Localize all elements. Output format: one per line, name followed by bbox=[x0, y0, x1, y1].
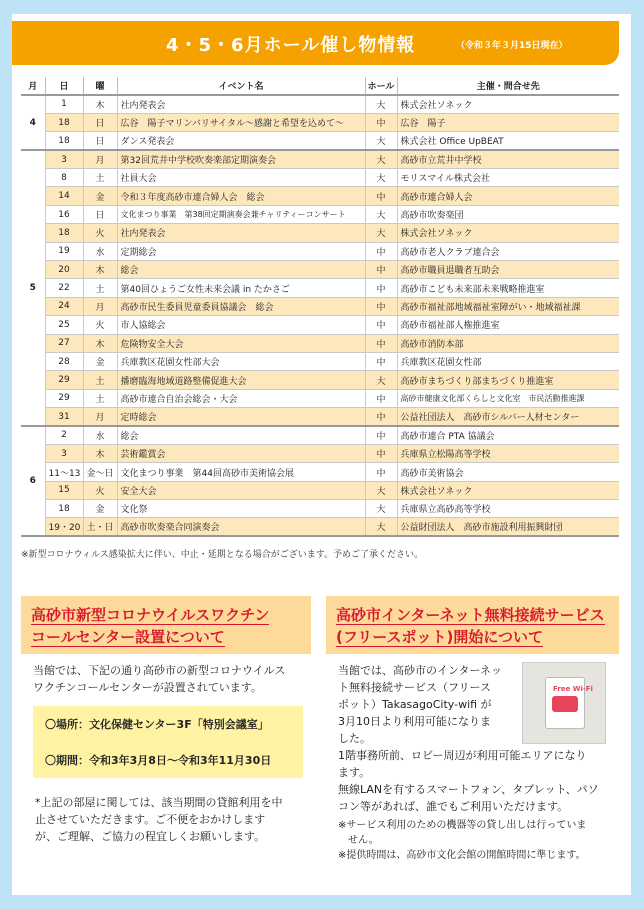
weekday-cell: 水 bbox=[83, 242, 117, 260]
hall-cell: 大 bbox=[365, 95, 397, 113]
vaccine-period: 〇期間：令和3年3月8日～令和3年11月30日 bbox=[45, 754, 272, 767]
hall-cell: 中 bbox=[365, 444, 397, 462]
hall-cell: 中 bbox=[365, 242, 397, 260]
hall-cell: 大 bbox=[365, 132, 397, 150]
hall-cell: 大 bbox=[365, 169, 397, 187]
month-cell: 6 bbox=[21, 426, 45, 536]
organizer-cell: 高砂市まちづくり部まちづくり推進室 bbox=[397, 371, 619, 389]
event-cell: 兵庫教区花園女性部大会 bbox=[117, 352, 365, 370]
vaccine-footnote: *上記の部屋に関しては、該当期間の貸館利用を中 止させていただきます。ご不便をおかけします が、ご理解、ご協力の程宜しくお願いします。 bbox=[35, 796, 283, 843]
table-row bbox=[21, 371, 619, 389]
vaccine-callcenter-box bbox=[21, 596, 311, 874]
organizer-cell: 高砂市こども未来部未来戦略推進室 bbox=[397, 279, 619, 297]
organizer-cell: 株式会社 Office UpBEAT bbox=[397, 132, 619, 150]
weekday-cell: 金 bbox=[83, 187, 117, 205]
weekday-cell: 月 bbox=[83, 408, 117, 426]
event-cell: 総会 bbox=[117, 261, 365, 279]
organizer-cell: 高砂市連合 PTA 協議会 bbox=[397, 426, 619, 444]
hall-cell: 中 bbox=[365, 297, 397, 315]
table-row bbox=[21, 316, 619, 334]
event-cell: 播磨臨海地域道路整備促進大会 bbox=[117, 371, 365, 389]
event-cell: 広谷 陽子マリンバリサイタル～感謝と希望を込めて～ bbox=[117, 113, 365, 131]
day-cell: 28 bbox=[45, 352, 83, 370]
wifi-logo-icon bbox=[552, 696, 578, 712]
hall-cell: 大 bbox=[365, 518, 397, 536]
hall-cell: 大 bbox=[365, 481, 397, 499]
event-cell: 社内発表会 bbox=[117, 224, 365, 242]
weekday-cell: 月 bbox=[83, 150, 117, 168]
hall-cell: 大 bbox=[365, 205, 397, 223]
day-cell: 18 bbox=[45, 113, 83, 131]
weekday-cell: 木 bbox=[83, 261, 117, 279]
event-cell: 文化まつり事業 第44回高砂市美術協会展 bbox=[117, 463, 365, 481]
weekday-cell: 火 bbox=[83, 316, 117, 334]
organizer-cell: 株式会社ソネック bbox=[397, 95, 619, 113]
organizer-cell: 兵庫教区花園女性部 bbox=[397, 352, 619, 370]
vaccine-box-header bbox=[21, 596, 311, 654]
page-title: 4・5・6月ホール催し物情報 bbox=[166, 35, 416, 56]
day-cell: 3 bbox=[45, 150, 83, 168]
organizer-cell: 高砂市美術協会 bbox=[397, 463, 619, 481]
notice-text: ※新型コロナウィルス感染拡大に伴い、中止・延期となる場合がございます。予めご了承ください。 bbox=[21, 550, 424, 560]
weekday-cell: 金～日 bbox=[83, 463, 117, 481]
organizer-cell: 高砂市立荒井中学校 bbox=[397, 150, 619, 168]
event-cell: 第40回ひょうご女性未来会議 in たかさご bbox=[117, 279, 365, 297]
as-of-date: （令和３年３月15日現在） bbox=[456, 41, 568, 51]
table-row bbox=[21, 408, 619, 426]
table-row bbox=[21, 261, 619, 279]
day-cell: 24 bbox=[45, 297, 83, 315]
event-table-body bbox=[21, 95, 619, 536]
day-cell: 16 bbox=[45, 205, 83, 223]
wifi-details: 1階事務所前、ロビー周辺が利用可能エリアになり ます。 無線LANを有するスマートフォン、タブレット、パソ コン等があれば、誰でもご利用いただけます。 bbox=[338, 749, 599, 813]
organizer-cell: 高砂市消防本部 bbox=[397, 334, 619, 352]
day-cell: 1 bbox=[45, 95, 83, 113]
day-cell: 15 bbox=[45, 481, 83, 499]
organizer-cell: 高砂市老人クラブ連合会 bbox=[397, 242, 619, 260]
table-row bbox=[21, 334, 619, 352]
hall-cell: 中 bbox=[365, 352, 397, 370]
weekday-cell: 金 bbox=[83, 352, 117, 370]
hall-cell: 中 bbox=[365, 463, 397, 481]
organizer-cell: 高砂市連合婦人会 bbox=[397, 187, 619, 205]
organizer-cell: 株式会社ソネック bbox=[397, 481, 619, 499]
wifi-label: Free Wi-Fi bbox=[553, 685, 593, 693]
weekday-cell: 火 bbox=[83, 224, 117, 242]
weekday-cell: 火 bbox=[83, 481, 117, 499]
table-row bbox=[21, 150, 619, 168]
table-row bbox=[21, 518, 619, 536]
organizer-cell: 兵庫県立高砂高等学校 bbox=[397, 500, 619, 518]
day-cell: 31 bbox=[45, 408, 83, 426]
organizer-cell: 株式会社ソネック bbox=[397, 224, 619, 242]
day-cell: 22 bbox=[45, 279, 83, 297]
hall-cell: 中 bbox=[365, 261, 397, 279]
organizer-cell: 公益財団法人 高砂市施設利用振興財団 bbox=[397, 518, 619, 536]
day-cell: 8 bbox=[45, 169, 83, 187]
col-organizer: 主催・問合せ先 bbox=[397, 77, 619, 95]
weekday-cell: 土・日 bbox=[83, 518, 117, 536]
vaccine-intro: 当館では、下記の通り高砂市の新型コロナウイルス ワクチンコールセンターが設置されています。 bbox=[33, 664, 286, 694]
day-cell: 20 bbox=[45, 261, 83, 279]
table-row bbox=[21, 389, 619, 407]
table-row bbox=[21, 132, 619, 150]
table-row bbox=[21, 169, 619, 187]
weekday-cell: 日 bbox=[83, 132, 117, 150]
day-cell: 19 bbox=[45, 242, 83, 260]
organizer-cell: 公益社団法人 高砂市シルバー人材センター bbox=[397, 408, 619, 426]
col-hall: ホール bbox=[365, 77, 397, 95]
table-row bbox=[21, 187, 619, 205]
day-cell: 2 bbox=[45, 426, 83, 444]
hall-cell: 中 bbox=[365, 316, 397, 334]
weekday-cell: 土 bbox=[83, 389, 117, 407]
weekday-cell: 金 bbox=[83, 500, 117, 518]
weekday-cell: 日 bbox=[83, 113, 117, 131]
table-row bbox=[21, 242, 619, 260]
event-cell: ダンス発表会 bbox=[117, 132, 365, 150]
weekday-cell: 土 bbox=[83, 169, 117, 187]
weekday-cell: 土 bbox=[83, 371, 117, 389]
event-cell: 高砂市連合自治会総会・大会 bbox=[117, 389, 365, 407]
organizer-cell: 高砂市吹奏楽団 bbox=[397, 205, 619, 223]
table-row bbox=[21, 352, 619, 370]
hall-cell: 中 bbox=[365, 389, 397, 407]
wifi-box-header bbox=[326, 596, 619, 654]
col-event: イベント名 bbox=[117, 77, 365, 95]
organizer-cell: 高砂市福祉部人権推進室 bbox=[397, 316, 619, 334]
col-day: 日 bbox=[45, 77, 83, 95]
hall-cell: 中 bbox=[365, 408, 397, 426]
event-cell: 総会 bbox=[117, 426, 365, 444]
hall-cell: 大 bbox=[365, 500, 397, 518]
table-row bbox=[21, 113, 619, 131]
day-cell: 14 bbox=[45, 187, 83, 205]
wifi-notes: ※サービス利用のための機器等の貸し出しは行っていま せん。 ※提供時間は、高砂市文化会館の開館時間に準じます。 bbox=[338, 820, 587, 861]
event-cell: 文化まつり事業 第38回定期演奏会兼チャリティーコンサート bbox=[117, 205, 365, 223]
table-row bbox=[21, 224, 619, 242]
table-row bbox=[21, 426, 619, 444]
event-cell: 高砂市民生委員児童委員協議会 総会 bbox=[117, 297, 365, 315]
table-row bbox=[21, 500, 619, 518]
hall-cell: 中 bbox=[365, 334, 397, 352]
organizer-cell: 高砂市健康文化部くらしと文化室 市民活動推進課 bbox=[397, 389, 619, 407]
event-cell: 危険物安全大会 bbox=[117, 334, 365, 352]
event-cell: 第32回荒井中学校吹奏楽部定期演奏会 bbox=[117, 150, 365, 168]
event-cell: 文化祭 bbox=[117, 500, 365, 518]
day-cell: 29 bbox=[45, 371, 83, 389]
day-cell: 25 bbox=[45, 316, 83, 334]
weekday-cell: 木 bbox=[83, 334, 117, 352]
event-cell: 定期総会 bbox=[117, 242, 365, 260]
wifi-sign-photo bbox=[522, 662, 606, 744]
hall-cell: 中 bbox=[365, 426, 397, 444]
vaccine-box-title-2: コールセンター設置について bbox=[31, 628, 225, 646]
vaccine-place: 〇場所：文化保健センター3F「特別会議室」 bbox=[45, 718, 269, 731]
weekday-cell: 日 bbox=[83, 205, 117, 223]
weekday-cell: 木 bbox=[83, 95, 117, 113]
table-row bbox=[21, 279, 619, 297]
vaccine-details-box bbox=[33, 706, 303, 778]
event-table bbox=[21, 77, 619, 537]
weekday-cell: 水 bbox=[83, 426, 117, 444]
day-cell: 18 bbox=[45, 224, 83, 242]
event-cell: 市人協総会 bbox=[117, 316, 365, 334]
wifi-intro: 当館では、高砂市のインターネッ ト無料接続サービス（フリース ポット）TakasagoCity-wifi が 3月10日より利用可能になりま した。 bbox=[338, 664, 503, 745]
hall-cell: 中 bbox=[365, 113, 397, 131]
hall-cell: 大 bbox=[365, 224, 397, 242]
vaccine-box-title-1: 高砂市新型コロナウイルスワクチン bbox=[31, 606, 270, 624]
day-cell: 19・20 bbox=[45, 518, 83, 536]
table-row bbox=[21, 297, 619, 315]
event-cell: 芸術鑑賞会 bbox=[117, 444, 365, 462]
day-cell: 11～13 bbox=[45, 463, 83, 481]
month-cell: 4 bbox=[21, 95, 45, 150]
weekday-cell: 月 bbox=[83, 297, 117, 315]
month-cell: 5 bbox=[21, 150, 45, 426]
free-wifi-box bbox=[326, 596, 619, 874]
day-cell: 18 bbox=[45, 500, 83, 518]
weekday-cell: 土 bbox=[83, 279, 117, 297]
day-cell: 18 bbox=[45, 132, 83, 150]
table-row bbox=[21, 95, 619, 113]
col-month: 月 bbox=[21, 77, 45, 95]
table-header-row bbox=[21, 77, 619, 95]
event-cell: 定時総会 bbox=[117, 408, 365, 426]
organizer-cell: モリスマイル株式会社 bbox=[397, 169, 619, 187]
wifi-box-title-2: (フリースポット)開始について bbox=[336, 628, 544, 646]
table-row bbox=[21, 463, 619, 481]
hall-cell: 中 bbox=[365, 279, 397, 297]
wifi-box-title-1: 高砂市インターネット無料接続サービス bbox=[336, 606, 605, 624]
event-cell: 社員大会 bbox=[117, 169, 365, 187]
col-weekday: 曜 bbox=[83, 77, 117, 95]
organizer-cell: 兵庫県立松陽高等学校 bbox=[397, 444, 619, 462]
day-cell: 27 bbox=[45, 334, 83, 352]
table-row bbox=[21, 444, 619, 462]
organizer-cell: 広谷 陽子 bbox=[397, 113, 619, 131]
event-cell: 令和３年度高砂市連合婦人会 総会 bbox=[117, 187, 365, 205]
organizer-cell: 高砂市職員退職者互助会 bbox=[397, 261, 619, 279]
event-cell: 社内発表会 bbox=[117, 95, 365, 113]
table-row bbox=[21, 481, 619, 499]
page-header bbox=[12, 21, 619, 65]
organizer-cell: 高砂市福祉部地域福祉室障がい・地域福祉課 bbox=[397, 297, 619, 315]
day-cell: 29 bbox=[45, 389, 83, 407]
weekday-cell: 木 bbox=[83, 444, 117, 462]
hall-cell: 大 bbox=[365, 371, 397, 389]
hall-cell: 大 bbox=[365, 150, 397, 168]
event-cell: 高砂市吹奏楽合同演奏会 bbox=[117, 518, 365, 536]
day-cell: 3 bbox=[45, 444, 83, 462]
hall-cell: 中 bbox=[365, 187, 397, 205]
table-row bbox=[21, 205, 619, 223]
event-cell: 安全大会 bbox=[117, 481, 365, 499]
